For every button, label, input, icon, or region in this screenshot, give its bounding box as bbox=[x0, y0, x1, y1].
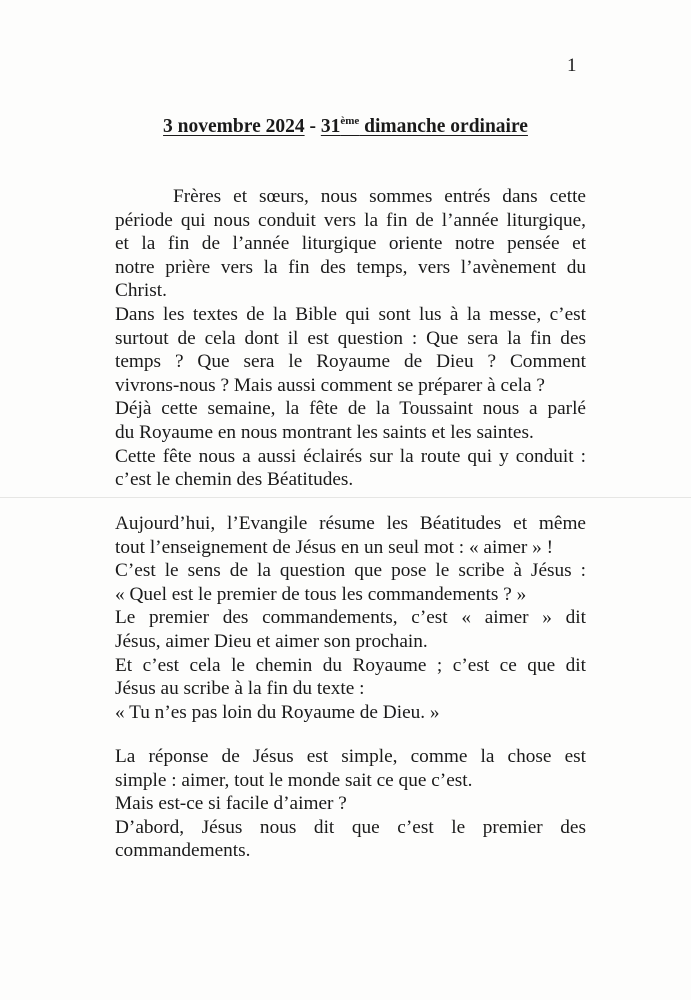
text-line: « Quel est le premier de tous les commandements ? » bbox=[115, 583, 527, 605]
text-line: et la fin de l’année liturgique oriente notre pensée et bbox=[115, 233, 586, 255]
text-line: La réponse de Jésus est simple, comme la chose est bbox=[115, 746, 586, 767]
text-line: C’est le sens de la question que pose le scribe à Jésus : bbox=[115, 560, 586, 582]
text-line: Déjà cette semaine, la fête de la Toussaint nous a parlé bbox=[115, 398, 586, 420]
paragraph-2 bbox=[115, 512, 586, 724]
page-number: 1 bbox=[567, 55, 577, 76]
title-separator: - bbox=[304, 116, 321, 137]
text-line: D’abord, Jésus nous dit que c’est le premier des bbox=[115, 816, 586, 838]
title-date: 3 novembre 2024 bbox=[163, 116, 305, 137]
text-line: du Royaume en nous montrant les saints et les saintes. bbox=[115, 421, 534, 443]
text-line: Mais est-ce si facile d’aimer ? bbox=[115, 793, 347, 815]
text-line: notre prière vers la fin des temps, vers l’avènement du bbox=[115, 256, 586, 278]
title-number: 31 bbox=[320, 116, 341, 137]
text-line: « Tu n’es pas loin du Royaume de Dieu. » bbox=[115, 701, 440, 723]
text-line: tout l’enseignement de Jésus en un seul mot : « aimer » ! bbox=[115, 536, 554, 558]
text-line: Aujourd’hui, l’Evangile résume les Béatitudes et même bbox=[115, 513, 586, 534]
text-line: période qui nous conduit vers la fin de l’année liturgique, bbox=[115, 209, 586, 231]
text-line: vivrons-nous ? Mais aussi comment se préparer à cela ? bbox=[115, 374, 545, 396]
text-line: Jésus, aimer Dieu et aimer son prochain. bbox=[115, 630, 428, 652]
text-line: Dans les textes de la Bible qui sont lus à la messe, c’est bbox=[115, 303, 586, 325]
page-title bbox=[0, 115, 691, 138]
text-line: Le premier des commandements, c’est « aimer » dit bbox=[115, 607, 586, 629]
text-line: temps ? Que sera le Royaume de Dieu ? Comment bbox=[115, 351, 586, 373]
text-line: c’est le chemin des Béatitudes. bbox=[115, 469, 354, 491]
title-rest: dimanche ordinaire bbox=[359, 116, 528, 137]
paragraph-3 bbox=[115, 745, 586, 863]
text-line: surtout de cela dont il est question : Que sera la fin des bbox=[115, 327, 586, 349]
text-line: Et c’est cela le chemin du Royaume ; c’est ce que dit bbox=[115, 654, 586, 676]
text-line: Cette fête nous a aussi éclairés sur la route qui y conduit : bbox=[115, 445, 586, 467]
text-line: Jésus au scribe à la fin du texte : bbox=[115, 678, 365, 700]
text-line: Frères et sœurs, nous sommes entrés dans cette bbox=[173, 186, 586, 207]
scan-fold-line bbox=[0, 497, 691, 498]
text-line: commandements. bbox=[115, 840, 251, 862]
title-superscript: ème bbox=[340, 115, 360, 127]
text-line: simple : aimer, tout le monde sait ce que c’est. bbox=[115, 769, 473, 791]
paragraph-1 bbox=[115, 185, 586, 492]
text-line: Christ. bbox=[115, 280, 167, 302]
title-sunday bbox=[321, 116, 528, 137]
